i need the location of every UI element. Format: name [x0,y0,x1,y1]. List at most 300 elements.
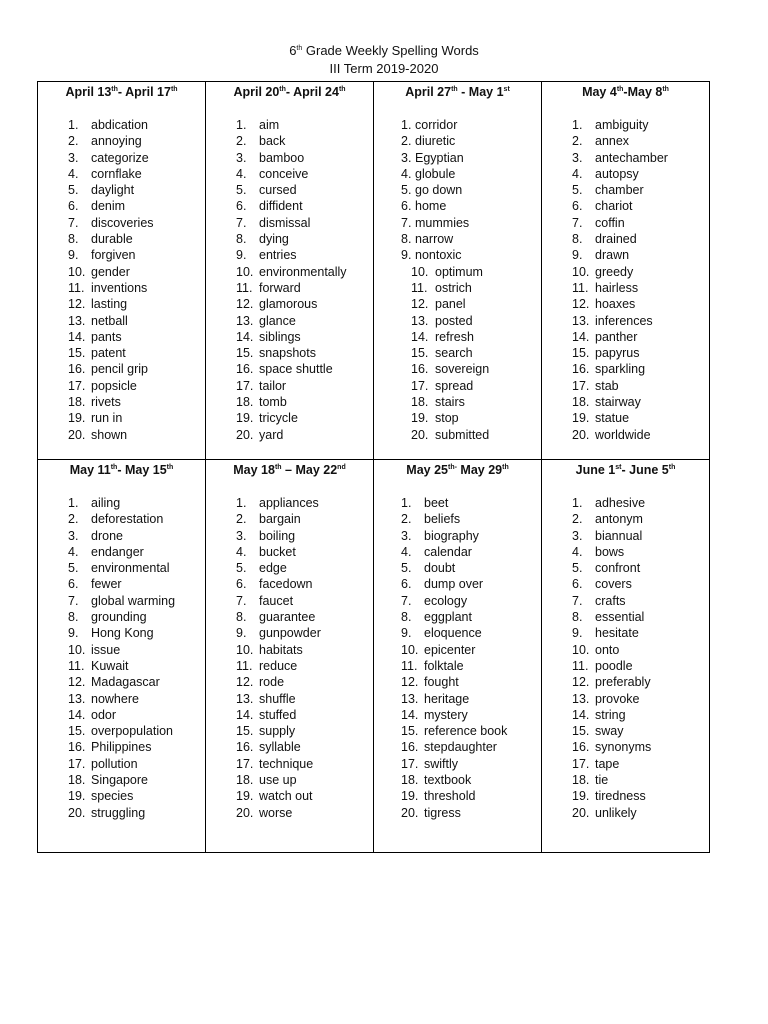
list-item [374,625,541,641]
date-part: May 11 [69,463,111,477]
date-part: th [338,86,346,93]
item-number: 12. [411,297,429,312]
item-number: 4. [401,166,412,181]
item-number: 20. [68,427,86,442]
date-part: th [616,86,624,93]
spelling-word: shown [91,427,128,442]
item-number: 20. [68,805,86,820]
date-part: - April 17 [117,85,171,99]
spelling-word: daylight [91,183,135,198]
spelling-word: globule [415,166,456,181]
list-item [542,215,709,231]
item-number: 15. [401,724,419,739]
item-number: 17. [411,378,429,393]
item-number: 18. [68,395,86,410]
spelling-word: forgiven [91,248,136,263]
list-item [542,378,709,394]
spelling-word: aim [259,118,280,132]
item-number: 2. [236,134,247,149]
spelling-word: overpopulation [91,724,174,739]
list-item [38,805,205,821]
spelling-word: textbook [424,773,472,788]
list-item [374,117,541,133]
list-item [542,231,709,247]
list-item [542,772,709,788]
item-number: 12. [236,297,254,312]
spelling-word: cornflake [91,166,142,181]
list-item [206,576,373,592]
list-item [542,247,709,263]
item-number: 7. [401,593,412,608]
date-part: th [110,464,118,471]
list-item [206,788,373,804]
item-number: 3. [572,150,583,165]
list-item [206,805,373,821]
spelling-word: chariot [595,199,633,214]
spelling-word: tiredness [595,789,646,804]
spelling-word: stairway [595,395,641,410]
list-item [542,410,709,426]
spelling-word: swiftly [424,756,459,771]
spelling-word: pencil grip [91,362,148,377]
list-item [206,511,373,527]
spelling-word: netball [91,313,128,328]
item-number: 16. [572,740,590,755]
list-item [206,756,373,772]
item-number: 10. [236,264,254,279]
spelling-word: panther [595,329,638,344]
week-date-range [542,462,709,478]
list-item [38,544,205,560]
list-item [542,166,709,182]
item-number: 5. [401,561,412,576]
item-number: 18. [411,395,429,410]
list-item [374,511,541,527]
spelling-word: rode [259,675,285,690]
list-item [206,247,373,263]
list-item [206,394,373,410]
item-number: 18. [572,395,590,410]
item-number: 3. [68,528,79,543]
item-number: 7. [68,593,79,608]
list-item [542,264,709,280]
date-part: May 18 [233,463,275,477]
date-part: - May 1 [457,85,504,99]
list-item [38,361,205,377]
spelling-word: statue [595,411,630,426]
item-number: 8. [401,610,412,625]
list-item [542,495,709,511]
item-number: 3. [572,528,583,543]
list-item [206,544,373,560]
list-item [206,691,373,707]
spelling-word: corridor [415,118,458,132]
week-date-range [206,84,373,100]
list-item [38,723,205,739]
item-number: 7. [401,215,412,230]
list-item [38,182,205,198]
spelling-word: essential [595,610,645,625]
item-number: 14. [236,329,254,344]
list-item [374,674,541,690]
spelling-words-table [37,81,710,853]
item-number: 1. [68,118,79,132]
list-item [542,117,709,133]
list-item [206,117,373,133]
list-item [206,329,373,345]
list-item [38,296,205,312]
spelling-word: hoaxes [595,297,636,312]
item-number: 10. [411,264,429,279]
item-number: 5. [68,183,79,198]
list-item [38,772,205,788]
spelling-word: space shuttle [259,362,333,377]
item-number: 20. [401,805,419,820]
date-part: th- [447,464,457,471]
date-part: April 13 [65,85,112,99]
spelling-word: use up [259,773,297,788]
list-item [542,544,709,560]
spelling-word: glance [259,313,296,328]
item-number: 5. [68,561,79,576]
item-number: 12. [572,297,590,312]
list-item [374,528,541,544]
date-part: st [503,86,510,93]
item-number: 16. [236,362,254,377]
list-item [206,150,373,166]
item-number: 17. [401,756,419,771]
date-part: st [615,464,622,471]
spelling-word: ostrich [435,280,472,295]
list-item [542,674,709,690]
list-item [38,166,205,182]
item-number: 7. [68,215,79,230]
spelling-word: ecology [424,593,468,608]
list-item [374,231,541,247]
spelling-word: categorize [91,150,149,165]
spelling-word: Singapore [91,773,148,788]
list-item [206,609,373,625]
item-number: 9. [236,248,247,263]
word-list [206,117,373,443]
item-number: 8. [236,232,247,247]
list-item [206,264,373,280]
spelling-word: Philippines [91,740,152,755]
list-item [206,361,373,377]
item-number: 6. [401,577,412,592]
item-number: 8. [401,232,412,247]
week-cell [542,82,710,460]
item-number: 20. [236,427,254,442]
spelling-word: discoveries [91,215,154,230]
word-list [374,495,541,821]
date-part: - June 5 [621,463,669,477]
list-item [206,528,373,544]
item-number: 18. [236,773,254,788]
list-item [374,296,541,312]
item-number: 9. [401,626,412,641]
list-item [542,528,709,544]
list-item [374,378,541,394]
item-number: 8. [572,232,583,247]
item-number: 14. [401,707,419,722]
page-title [0,43,768,59]
list-item [206,560,373,576]
spelling-word: doubt [424,561,456,576]
spelling-word: forward [259,280,301,295]
item-number: 11. [572,658,589,673]
list-item [206,166,373,182]
spelling-word: optimum [435,264,483,279]
spelling-word: syllable [259,740,301,755]
spelling-word: abdication [91,118,148,132]
list-item [38,329,205,345]
spelling-word: issue [91,642,121,657]
list-item [38,609,205,625]
list-item [374,166,541,182]
item-number: 6. [68,577,79,592]
date-part: th [166,464,174,471]
item-number: 15. [411,346,429,361]
list-item [38,247,205,263]
spelling-word: antechamber [595,150,668,165]
word-list [542,117,709,443]
week-cell [38,460,206,853]
item-number: 16. [68,740,86,755]
list-item [38,313,205,329]
item-number: 14. [411,329,429,344]
week-cell [206,82,374,460]
date-part: - May 15 [117,463,167,477]
list-item [38,394,205,410]
spelling-word: go down [415,183,463,198]
item-number: 4. [236,166,247,181]
item-number: 19. [236,789,254,804]
item-number: 18. [236,395,254,410]
spelling-word: onto [595,642,620,657]
term-subtitle: III Term 2019-2020 [329,61,439,76]
list-item [206,625,373,641]
spelling-word: refresh [435,329,474,344]
list-item [206,313,373,329]
list-item [542,394,709,410]
list-item [38,378,205,394]
list-item [542,280,709,296]
list-item [542,723,709,739]
spelling-word: calendar [424,544,472,559]
list-item [542,182,709,198]
item-number: 15. [236,724,254,739]
item-number: 18. [401,773,419,788]
list-item [542,609,709,625]
spelling-word: entries [259,248,297,263]
spelling-word: annoying [91,134,142,149]
spelling-word: eloquence [424,626,482,641]
list-item [38,133,205,149]
item-number: 9. [572,626,583,641]
list-item [38,560,205,576]
list-item [374,280,541,296]
list-item [374,756,541,772]
item-number: 15. [572,346,590,361]
item-number: 18. [572,773,590,788]
list-item [38,410,205,426]
list-item [206,593,373,609]
item-number: 10. [68,642,86,657]
date-part: – May 22 [281,463,338,477]
list-item [374,707,541,723]
item-number: 14. [572,329,590,344]
spelling-word: denim [91,199,126,214]
spelling-word: tie [595,773,609,788]
item-number: 10. [236,642,254,657]
item-number: 14. [68,707,86,722]
item-number: 10. [68,264,86,279]
item-number: 7. [236,593,247,608]
item-number: 13. [572,313,590,328]
spelling-word: snapshots [259,346,316,361]
list-item [374,410,541,426]
spelling-word: hesitate [595,626,639,641]
item-number: 17. [68,756,86,771]
item-number: 16. [68,362,86,377]
spelling-word: mystery [424,707,468,722]
item-number: 7. [236,215,247,230]
item-number: 2. [236,512,247,527]
spelling-word: stuffed [259,707,297,722]
date-part: -May 8 [623,85,663,99]
item-number: 1. [236,118,247,132]
item-number: 3. [401,150,412,165]
item-number: 7. [572,215,583,230]
date-part: th [274,464,282,471]
spelling-word: tricycle [259,411,298,426]
list-item [542,691,709,707]
spelling-word: cursed [259,183,297,198]
spelling-word: inferences [595,313,653,328]
date-part: th [668,464,676,471]
date-part: th [451,86,458,93]
spelling-word: bucket [259,544,296,559]
list-item [206,280,373,296]
list-item [374,247,541,263]
spelling-word: hairless [595,280,639,295]
list-item [374,593,541,609]
list-item [38,150,205,166]
list-item [374,133,541,149]
list-item [206,296,373,312]
item-number: 8. [572,610,583,625]
list-item [206,182,373,198]
item-number: 8. [68,610,79,625]
list-item [542,361,709,377]
item-number: 15. [68,724,86,739]
list-item [38,117,205,133]
item-number: 13. [236,313,254,328]
spelling-word: global warming [91,593,176,608]
item-number: 15. [572,724,590,739]
spelling-word: grounding [91,610,147,625]
spelling-word: tomb [259,395,287,410]
spelling-word: spread [435,378,474,393]
item-number: 1. [401,118,412,132]
week-cell [542,460,710,853]
list-item [38,427,205,443]
list-item [542,707,709,723]
item-number: 6. [236,199,247,214]
list-item [374,150,541,166]
date-part: May 4 [582,85,617,99]
item-number: 16. [411,362,429,377]
spelling-word: worse [259,805,293,820]
item-number: 17. [572,756,590,771]
item-number: 9. [68,626,79,641]
item-number: 10. [572,264,590,279]
spelling-word: siblings [259,329,301,344]
list-item [206,410,373,426]
list-item [542,642,709,658]
list-item [38,707,205,723]
spelling-word: search [435,346,473,361]
item-number: 2. [572,512,583,527]
list-item [206,723,373,739]
week-cell [206,460,374,853]
item-number: 12. [236,675,254,690]
item-number: 1. [401,496,412,510]
list-item [374,544,541,560]
spelling-word: diffident [259,199,303,214]
spelling-word: stairs [435,395,465,410]
date-part: April 20 [233,85,280,99]
spelling-word: environmentally [259,264,347,279]
list-item [38,528,205,544]
week-date-range [374,462,541,478]
item-number: 1. [236,496,247,510]
item-number: 14. [236,707,254,722]
item-number: 19. [572,789,590,804]
item-number: 14. [572,707,590,722]
list-item [38,576,205,592]
spelling-word: dismissal [259,215,311,230]
date-part: May 25 [406,463,448,477]
spelling-word: folktale [424,658,464,673]
list-item [542,296,709,312]
item-number: 11. [236,658,253,673]
list-item [542,805,709,821]
spelling-word: gunpowder [259,626,321,641]
spelling-word: stab [595,378,619,393]
item-number: 12. [68,297,86,312]
spelling-word: tailor [259,378,287,393]
item-number: 13. [411,313,429,328]
spelling-word: species [91,789,134,804]
list-item [374,198,541,214]
spelling-word: supply [259,724,296,739]
item-number: 9. [236,626,247,641]
item-number: 16. [236,740,254,755]
list-item [374,609,541,625]
item-number: 2. [401,512,412,527]
spelling-word: drone [91,528,123,543]
list-item [374,691,541,707]
list-item [374,805,541,821]
list-item [38,495,205,511]
list-item [374,739,541,755]
item-number: 10. [401,642,419,657]
date-part: th [111,86,118,93]
list-item [206,707,373,723]
item-number: 11. [68,658,85,673]
